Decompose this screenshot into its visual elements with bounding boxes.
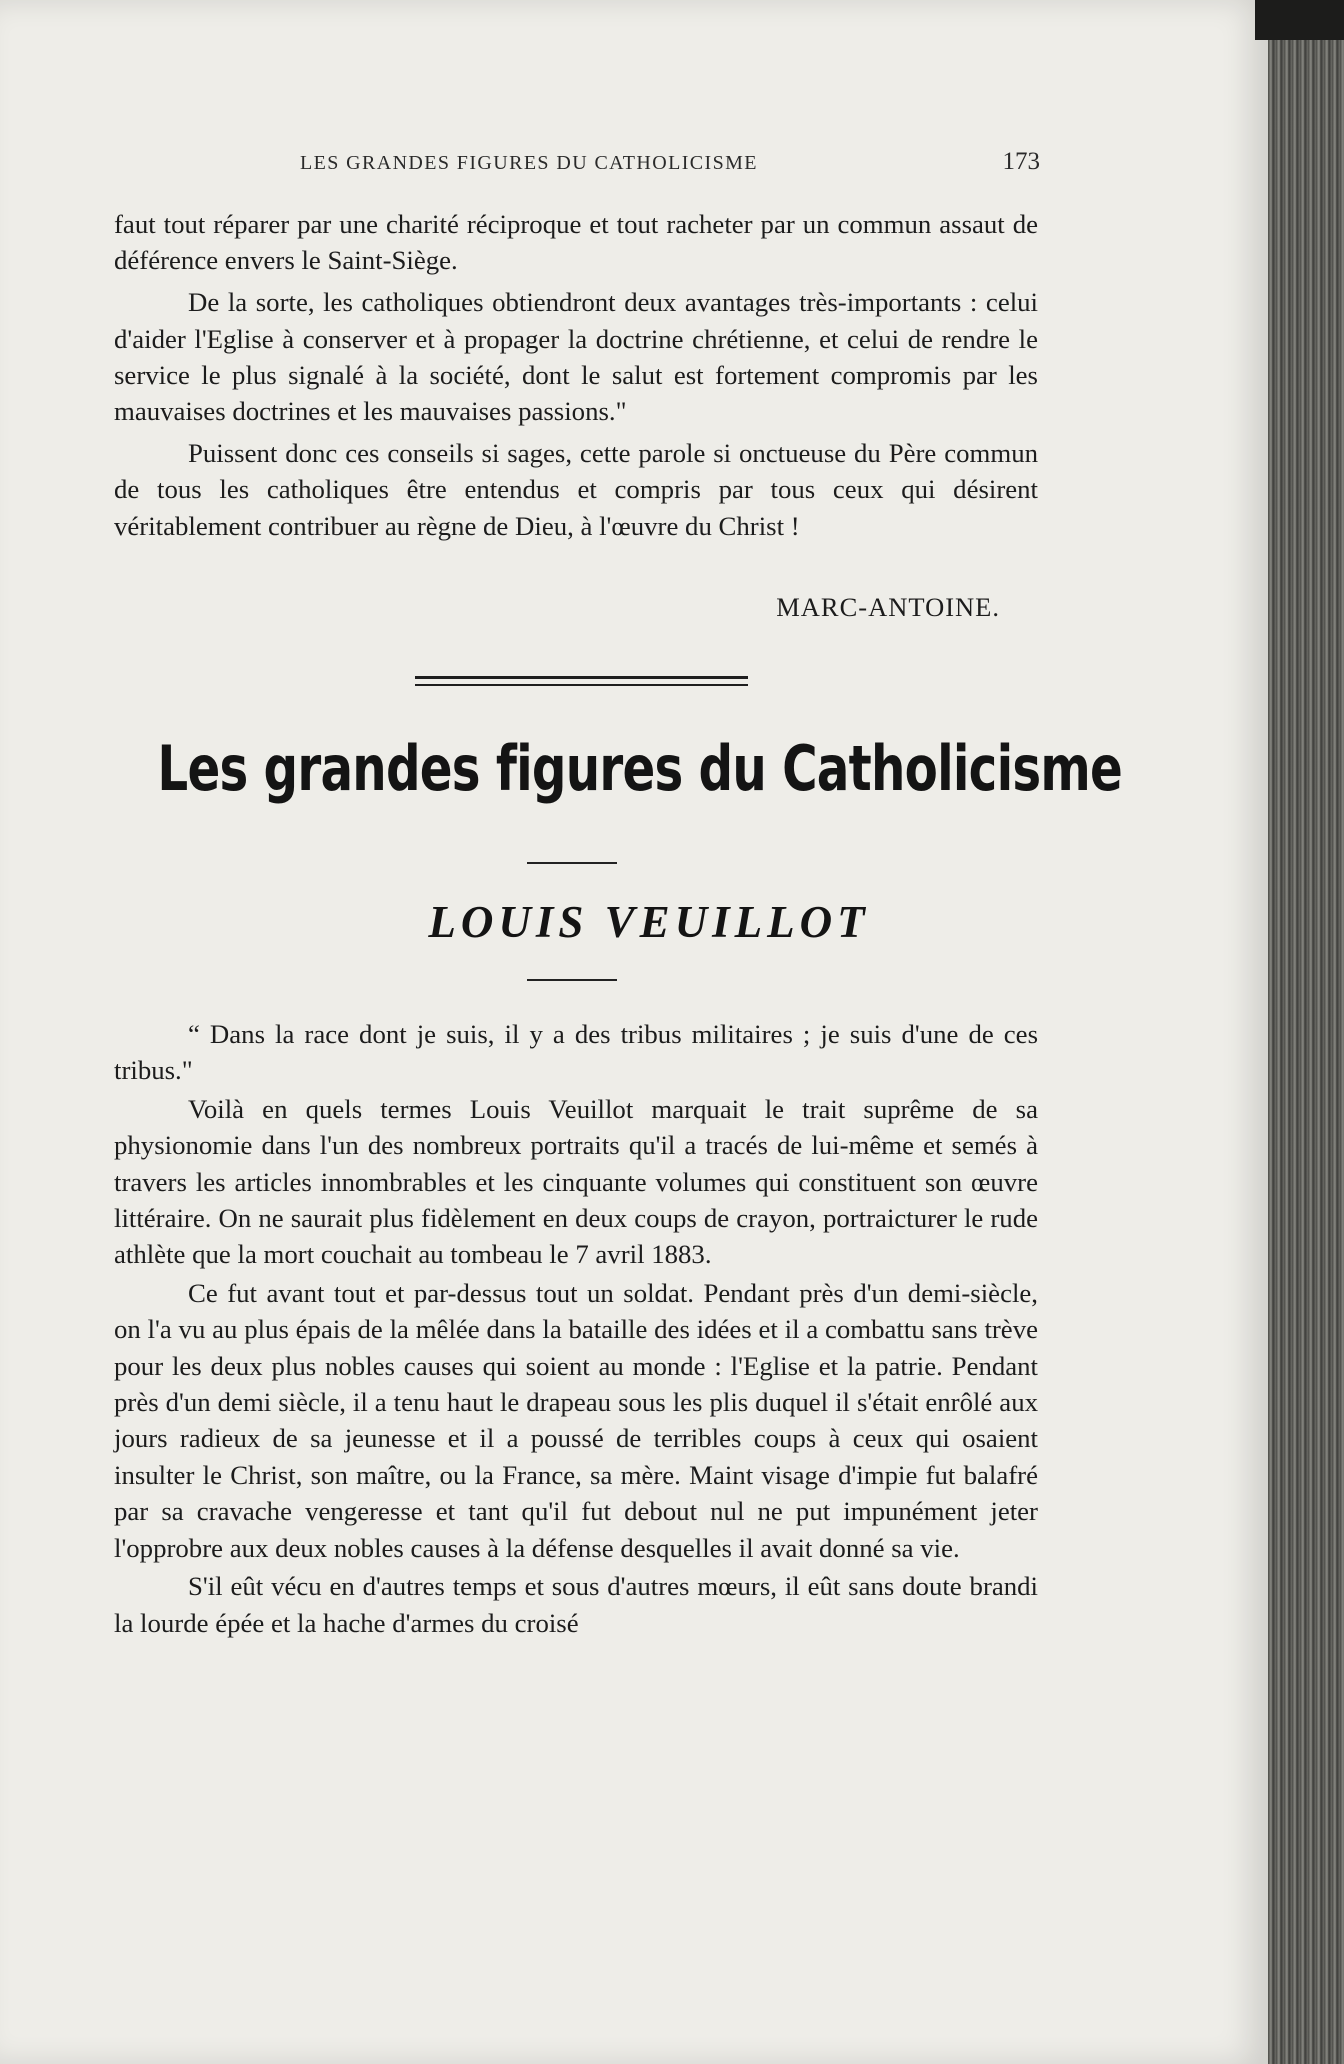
page-stack-shadow — [1255, 0, 1344, 40]
running-title: LES GRANDES FIGURES DU CATHOLICISME — [300, 152, 758, 174]
paragraph: “ Dans la race dont je suis, il y a des tribus militaires ; je suis d'une de ces tribus." — [114, 1019, 1038, 1086]
page-number: 173 — [1002, 148, 1040, 175]
paragraph: faut tout réparer par une charité réciproque et tout racheter par un commun assaut de déférence envers le Saint-Siège. — [114, 209, 1038, 276]
paragraph: S'il eût vécu en d'autres temps et sous d'autres mœurs, il eût sans doute brandi la lourde épée et la hache d'armes du croisé — [114, 1571, 1038, 1638]
paragraph: Puissent donc ces conseils si sages, cette parole si onctueuse du Père commun de tous les catholiques être entendus et compris par tous ceux qui désirent véritablement contribuer au règne de Dieu, à l'œuvre du Christ ! — [114, 438, 1038, 541]
paragraph: Voilà en quels termes Louis Veuillot marquait le trait suprême de sa physionomie dans l'un des nombreux portraits qu'il a tracés de lui-même et semés à travers les articles innombrables et les cinquante volumes qui constituent son œuvre littéraire. On ne saurait plus fidèlement en deux coups de crayon, portraicturer le rude athlète que la mort couchait au tombeau le 7 avril 1883. — [114, 1093, 1038, 1270]
title-rule-top — [527, 862, 617, 864]
author-signature: MARC-ANTOINE. — [776, 592, 1000, 622]
section-divider — [415, 676, 748, 688]
article-body — [114, 1016, 1038, 1641]
previous-article-text — [114, 206, 1038, 544]
article-title: Les grandes figures du Catholicisme — [157, 732, 1123, 805]
paragraph: De la sorte, les catholiques obtiendront deux avantages très-importants : celui d'aider l'Eglise à conserver et à propager la doctrine chrétienne, et celui de rendre le service le plus signalé à la société, dont le salut est fortement compromis par les mauvaises doctrines et les mauvaises passions." — [114, 287, 1038, 427]
paragraph: Ce fut avant tout et par-dessus tout un soldat. Pendant près d'un demi-siècle, on l'a vu au plus épais de la mêlée dans la bataille des idées et il a combattu sans trève pour les deux plus nobles causes qui soient au monde : l'Eglise et la patrie. Pendant près d'un demi siècle, il a tenu haut le drapeau sous les plis duquel il s'était enrôlé aux jours radieux de sa jeunesse et il a poussé de terribles coups à ceux qui osaient insulter le Christ, son maître, ou la France, sa mère. Maint visage d'impie fut balafré par sa cravache vengeresse et tant qu'il fut debout nul ne put impunément jeter l'opprobre aux deux nobles causes à la défense desquelles il avait donné sa vie. — [114, 1277, 1038, 1563]
running-head — [300, 148, 1040, 175]
article-subtitle: LOUIS VEUILLOT — [428, 897, 870, 947]
page-stack-edge — [1268, 0, 1344, 2064]
title-rule-bottom — [527, 979, 617, 981]
